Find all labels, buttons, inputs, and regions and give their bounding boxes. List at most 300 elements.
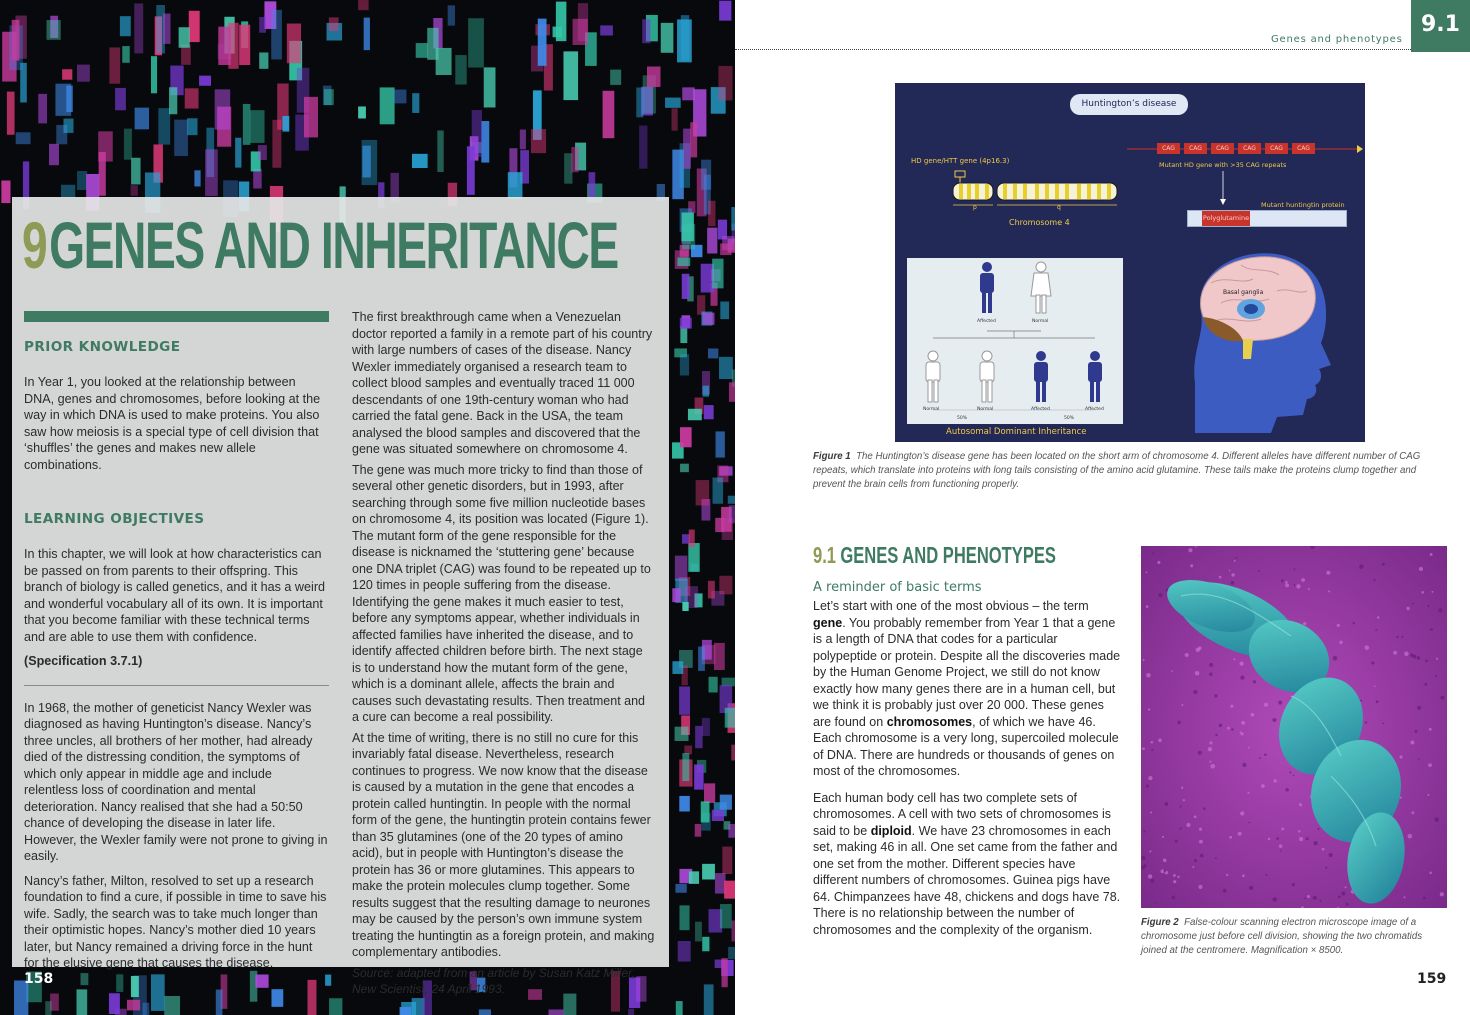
gel-band	[271, 989, 283, 1007]
pedigree-label: Normal	[923, 407, 940, 412]
gel-band	[158, 108, 170, 144]
texture-speck	[1424, 683, 1427, 686]
texture-speck	[1157, 561, 1160, 564]
texture-speck	[1308, 588, 1310, 590]
texture-speck	[1240, 811, 1244, 815]
texture-speck	[1373, 579, 1375, 581]
texture-speck	[1280, 850, 1282, 852]
texture-speck	[1404, 652, 1409, 657]
texture-speck	[1231, 581, 1235, 585]
texture-speck	[1229, 836, 1232, 839]
gel-band	[38, 94, 47, 124]
header-dotted-rule	[735, 49, 1411, 50]
story-paragraph: Nancy’s father, Milton, resolved to set up a research foundation to find a cure, if possible in time to save his wife. Sadly, the search was to take much longer than their optimistic hopes. Nancy’s mother died 10 years later, but Nancy remained a driving force in the hunt for the elusive gene that causes the disease.	[24, 873, 327, 970]
gel-band	[358, 106, 366, 118]
figure-2-caption-label: Figure 2	[1141, 917, 1179, 928]
texture-speck	[1382, 722, 1384, 724]
texture-speck	[1401, 636, 1403, 638]
key-term-chromosomes: chromosomes	[886, 714, 973, 729]
gel-band	[680, 905, 690, 930]
gel-band	[689, 871, 699, 884]
learning-objectives-heading: LEARNING OBJECTIVES	[24, 511, 205, 527]
texture-speck	[1209, 663, 1213, 667]
chromosome-4-ideogram	[945, 165, 1125, 213]
texture-speck	[1242, 874, 1245, 877]
gel-band	[680, 427, 692, 447]
gel-band	[484, 67, 496, 107]
texture-speck	[1417, 706, 1421, 710]
texture-speck	[1194, 816, 1197, 819]
learning-objectives-text: In this chapter, we will look at how characteristics can be passed on from parents to their offspring. This branch of biology is called genetics, and it has a weird and wonderful vocabulary all of its own. It is important that you become familiar with these technical terms and are able to use them with confidence.	[24, 547, 326, 644]
chromosome-band	[967, 184, 971, 199]
gel-band	[682, 274, 690, 299]
texture-speck	[1434, 817, 1439, 822]
pedigree-label: Affected	[1085, 407, 1104, 412]
gel-band	[358, 0, 369, 10]
gel-band	[682, 212, 694, 241]
texture-speck	[1248, 747, 1250, 749]
chromosome-band	[1045, 184, 1049, 199]
gel-band	[62, 69, 72, 79]
texture-speck	[1172, 895, 1176, 899]
gel-band	[122, 46, 129, 63]
gel-band	[131, 158, 140, 185]
gel-band	[481, 121, 489, 163]
gel-band	[329, 998, 342, 1015]
texture-speck	[1148, 776, 1152, 780]
polyglutamine-segment: Polyglutamine	[1202, 211, 1250, 226]
mutant-gene-label: Mutant HD gene with >35 CAG repeats	[1159, 161, 1287, 169]
texture-speck	[1421, 591, 1424, 594]
pedigree-label: Affected	[977, 319, 996, 324]
key-term-gene: gene	[813, 615, 843, 630]
gel-band	[571, 147, 578, 172]
gel-band	[520, 130, 526, 150]
gel-band	[676, 1001, 683, 1015]
texture-speck	[1231, 728, 1233, 730]
gel-band	[131, 976, 139, 997]
gel-band	[672, 661, 683, 674]
gel-band	[725, 708, 735, 728]
texture-speck	[1317, 828, 1319, 830]
gel-band	[563, 51, 578, 100]
gel-band	[713, 478, 724, 504]
gel-band	[189, 11, 200, 42]
texture-speck	[1341, 892, 1345, 896]
gel-band	[61, 185, 75, 198]
texture-speck	[1440, 892, 1444, 896]
gel-band	[682, 602, 688, 611]
texture-speck	[1298, 830, 1300, 832]
gel-band	[698, 647, 705, 671]
texture-speck	[1301, 578, 1305, 582]
texture-speck	[1195, 546, 1197, 548]
gel-band	[665, 98, 681, 108]
gel-band	[437, 130, 443, 171]
texture-speck	[1253, 680, 1256, 683]
gel-band	[143, 1003, 150, 1015]
gel-band	[7, 92, 15, 135]
texture-speck	[1240, 732, 1243, 735]
texture-speck	[1146, 571, 1148, 573]
gel-band	[647, 67, 660, 87]
texture-speck	[1419, 567, 1423, 571]
gel-band	[1, 180, 10, 203]
arm-p-label: p	[973, 204, 977, 211]
gel-band	[394, 90, 407, 104]
texture-speck	[1440, 696, 1444, 700]
texture-speck	[1374, 685, 1376, 687]
gel-band	[703, 386, 709, 397]
texture-speck	[1411, 811, 1414, 814]
texture-speck	[1151, 749, 1153, 751]
texture-speck	[1393, 651, 1397, 655]
gel-band	[724, 881, 735, 899]
texture-speck	[1423, 897, 1426, 900]
gel-band	[508, 172, 523, 199]
section-tab: 9.1	[1411, 0, 1470, 52]
gel-band	[179, 27, 190, 48]
gel-band	[109, 47, 120, 83]
texture-speck	[1431, 591, 1433, 593]
texture-speck	[1146, 784, 1149, 787]
gel-band	[684, 746, 692, 755]
texture-speck	[1346, 903, 1349, 906]
texture-speck	[1258, 570, 1260, 572]
texture-speck	[1418, 758, 1420, 760]
texture-speck	[1242, 763, 1246, 767]
gel-band	[124, 129, 132, 160]
normal-parent-figure	[1031, 262, 1051, 313]
pedigree-label: Normal	[1032, 319, 1049, 324]
texture-speck	[1313, 841, 1317, 845]
texture-speck	[1177, 721, 1180, 724]
right-page	[735, 0, 1470, 1015]
texture-speck	[1164, 870, 1166, 872]
texture-speck	[1192, 866, 1194, 868]
texture-speck	[1175, 839, 1178, 842]
texture-speck	[1353, 622, 1355, 624]
texture-speck	[1163, 858, 1167, 862]
body-text: . We have 23 chromosomes in each set, making 46 in all. One set came from the father and one set from the mother. Different species have different numbers of chromosomes. Guinea pigs have 64. Chimpanzees have 48, chickens and dogs have 78. There is no relationship between the number of chromosomes and the complexity of the organism.	[813, 823, 1121, 937]
chromosome-band	[1097, 184, 1101, 199]
gel-band	[642, 19, 650, 43]
gel-band	[695, 726, 702, 748]
gel-band	[675, 884, 686, 893]
gel-band	[131, 185, 138, 196]
texture-speck	[1274, 779, 1277, 782]
texture-speck	[1151, 741, 1154, 744]
gel-band	[704, 984, 714, 1015]
gel-band	[282, 116, 289, 132]
texture-speck	[1234, 560, 1236, 562]
gel-band	[164, 996, 180, 1015]
gel-band	[479, 1009, 491, 1015]
mutant-protein-bar	[1187, 210, 1347, 227]
page-number-left: 158	[24, 971, 54, 987]
chapter-title-text: GENES AND INHERITANCE	[49, 208, 618, 282]
gel-band	[151, 974, 165, 1011]
gel-band	[714, 643, 725, 670]
gel-band	[728, 947, 735, 959]
chromosome-label: Chromosome 4	[1009, 218, 1070, 227]
texture-speck	[1143, 830, 1145, 832]
chromosome-band	[1013, 184, 1017, 199]
gel-band	[708, 201, 715, 226]
cag-repeat-row	[1157, 143, 1315, 154]
gel-band	[707, 228, 717, 254]
texture-speck	[1249, 886, 1253, 890]
texture-speck	[1188, 548, 1192, 552]
arm-q-label: q	[1057, 204, 1061, 211]
texture-speck	[1164, 802, 1168, 806]
texture-speck	[1199, 828, 1202, 831]
texture-speck	[1345, 886, 1347, 888]
texture-speck	[1408, 834, 1413, 839]
pedigree-figures	[907, 258, 1123, 424]
gel-band	[412, 154, 428, 168]
figure-1-huntingtons-diagram	[895, 83, 1365, 442]
gel-band	[720, 795, 732, 810]
body-paragraph	[813, 598, 1123, 780]
gel-band	[307, 980, 316, 1015]
gel-band	[187, 118, 197, 135]
texture-speck	[1193, 690, 1197, 694]
texture-speck	[1319, 900, 1321, 902]
gel-band	[194, 170, 200, 186]
texture-speck	[1272, 897, 1276, 901]
texture-speck	[1149, 850, 1151, 852]
head-brain-illustration	[1181, 243, 1341, 433]
texture-speck	[1430, 553, 1433, 556]
gel-band	[205, 149, 218, 196]
gel-band	[325, 975, 331, 986]
gel-band	[704, 783, 715, 803]
texture-speck	[1265, 874, 1267, 876]
percent-label: 50%	[957, 416, 968, 421]
texture-speck	[1285, 583, 1289, 587]
gel-band	[216, 990, 223, 1015]
texture-speck	[1223, 889, 1227, 893]
texture-speck	[1306, 837, 1309, 840]
texture-speck	[1383, 563, 1385, 565]
texture-speck	[1200, 854, 1204, 858]
chromosome-band	[1003, 184, 1007, 199]
texture-speck	[1337, 624, 1340, 627]
gel-band	[77, 989, 88, 1015]
gel-band	[677, 257, 690, 266]
texture-speck	[1296, 584, 1300, 588]
texture-speck	[1231, 573, 1234, 576]
texture-speck	[1438, 608, 1442, 612]
gel-band	[380, 87, 395, 124]
texture-speck	[1276, 837, 1279, 840]
gel-band	[77, 65, 90, 82]
gel-band	[720, 302, 729, 320]
gel-band	[362, 140, 378, 185]
texture-speck	[1281, 579, 1284, 582]
texture-speck	[1313, 896, 1317, 900]
texture-speck	[1141, 865, 1145, 869]
texture-speck	[1148, 874, 1152, 878]
texture-speck	[1268, 838, 1271, 841]
gel-band	[215, 89, 231, 129]
texture-speck	[1209, 741, 1212, 744]
texture-speck	[1264, 703, 1268, 707]
texture-speck	[1148, 708, 1150, 710]
body-text: Let’s start with one of the most obvious – the term	[813, 599, 1089, 613]
chromosome-band	[1107, 184, 1111, 199]
gel-band	[255, 974, 268, 987]
story-paragraph: The gene was much more tricky to find than those of several other genetic disorders, but in 1993, after searching through some five million nucleotide bases on chromosome 4, its position was located (Figure 1). The mutant form of the gene responsible for the disease is nicknamed the ‘stuttering gene’ because one DNA triplet (CAG) was found to be repeated up to 120 times in people suffering from the disease. Identifying the gene makes it much easier to test, before any symptoms appear, whether individuals in affected families have inherited the disease, and to identify affected children before birth. The next stage is to understand how the mutant form of the gene, which is a dominant allele, affects the brain and causes such devastating results. Then treatment and a cure can become a real possibility.	[352, 462, 651, 724]
texture-speck	[1210, 764, 1215, 769]
texture-speck	[1146, 673, 1151, 678]
texture-speck	[1203, 807, 1206, 810]
key-term-diploid: diploid	[870, 823, 912, 838]
gel-band	[258, 145, 267, 160]
gel-band	[151, 56, 157, 93]
gel-band	[690, 122, 697, 157]
gel-band	[719, 357, 733, 379]
texture-speck	[1158, 593, 1162, 597]
gel-band	[716, 431, 725, 457]
gel-band	[672, 588, 680, 602]
prior-knowledge-text: In Year 1, you looked at the relationship between DNA, genes and chromosomes, before looking at the way in which DNA is used to make proteins. You also saw how meiosis is a special type of cell division that ‘shuffles’ the genes and makes new allele combinations.	[24, 375, 321, 472]
gel-band	[115, 88, 126, 110]
gel-band	[696, 480, 710, 505]
texture-speck	[1293, 568, 1295, 570]
texture-speck	[1198, 646, 1202, 650]
affected-parent-figure	[980, 262, 994, 313]
texture-speck	[1241, 721, 1245, 725]
green-divider	[24, 311, 329, 322]
gel-band	[683, 129, 691, 169]
gel-band	[639, 125, 647, 168]
texture-speck	[1181, 704, 1183, 706]
gel-band	[600, 25, 613, 35]
texture-speck	[1229, 570, 1231, 572]
texture-speck	[1279, 844, 1283, 848]
running-header: Genes and phenotypes	[1271, 34, 1403, 45]
texture-speck	[1142, 747, 1145, 750]
texture-speck	[1322, 848, 1325, 851]
gel-band	[715, 873, 726, 893]
section-heading-number: 9.1	[813, 542, 837, 568]
gel-band	[218, 27, 230, 65]
gel-band	[720, 244, 731, 256]
gel-band	[688, 543, 699, 572]
texture-speck	[1155, 902, 1157, 904]
chromosome-band	[985, 184, 989, 199]
body-text: . You probably remember from Year 1 that a gene is a length of DNA that codes for a particular polypeptide or protein. Despite all the discoveries made by the Human Genome Project, we still do not know exactly how many genes there are in a human cell, but we think it is probably just over 20 000. These genes are found on	[813, 615, 1121, 729]
gel-band	[682, 87, 695, 100]
gel-band	[135, 108, 149, 130]
gel-band	[704, 405, 714, 419]
gel-band	[548, 1010, 563, 1015]
gel-band	[63, 119, 73, 133]
gel-band	[728, 824, 735, 838]
gel-band	[573, 19, 588, 45]
gel-band	[682, 753, 689, 781]
gel-band	[675, 727, 689, 741]
chapter-title	[22, 205, 618, 285]
gel-band	[689, 530, 695, 548]
gel-band	[721, 958, 727, 987]
texture-speck	[1406, 607, 1409, 610]
texture-speck	[1141, 856, 1145, 860]
texture-speck	[1430, 628, 1433, 631]
specification-reference: (Specification 3.7.1)	[24, 654, 143, 668]
gel-band	[722, 678, 735, 687]
pedigree-chart	[907, 258, 1123, 424]
texture-speck	[1208, 747, 1212, 751]
texture-speck	[1233, 658, 1235, 660]
chromosome-band	[1087, 184, 1091, 199]
gel-band	[47, 20, 61, 40]
texture-speck	[1248, 822, 1250, 824]
gel-band	[680, 464, 689, 472]
texture-speck	[1209, 673, 1212, 676]
texture-speck	[1173, 874, 1176, 877]
texture-speck	[1215, 857, 1217, 859]
texture-speck	[1299, 837, 1303, 841]
texture-speck	[1376, 700, 1379, 703]
gel-band	[169, 87, 177, 114]
gel-band	[712, 810, 724, 821]
texture-speck	[1417, 656, 1420, 659]
texture-speck	[1292, 883, 1295, 886]
texture-speck	[1143, 659, 1145, 661]
gel-band	[364, 18, 370, 51]
texture-speck	[1293, 775, 1295, 777]
pedigree-label: Affected	[1031, 407, 1050, 412]
body-paragraph	[813, 790, 1123, 939]
gel-band	[679, 686, 690, 714]
gel-band	[682, 534, 690, 543]
texture-speck	[1158, 738, 1162, 742]
texture-speck	[1413, 655, 1417, 659]
gel-band	[702, 313, 714, 325]
gel-band	[661, 23, 674, 53]
gel-band	[55, 84, 71, 116]
gel-band	[324, 89, 334, 105]
gel-band	[675, 556, 688, 581]
gel-band	[12, 20, 20, 61]
texture-speck	[1247, 792, 1249, 794]
texture-speck	[1285, 581, 1288, 584]
gel-band	[728, 496, 735, 504]
texture-speck	[1333, 656, 1337, 660]
texture-speck	[1199, 840, 1203, 844]
texture-speck	[1183, 799, 1185, 801]
texture-speck	[1400, 796, 1402, 798]
gel-band	[412, 93, 419, 113]
chromosome-band	[959, 184, 963, 199]
body-text: Each human body cell has two complete sets of chromosomes. A cell with two sets of chromosomes is said to be	[813, 790, 1112, 838]
texture-speck	[1150, 879, 1154, 883]
gel-band	[531, 129, 546, 153]
texture-speck	[1181, 787, 1183, 789]
texture-speck	[1427, 794, 1429, 796]
gel-band	[680, 354, 689, 375]
gel-band	[610, 70, 621, 85]
gel-band	[174, 120, 188, 156]
gel-band	[719, 576, 732, 595]
texture-speck	[1259, 757, 1261, 759]
texture-speck	[1299, 803, 1302, 806]
texture-speck	[1429, 872, 1432, 875]
gel-band	[329, 17, 339, 31]
